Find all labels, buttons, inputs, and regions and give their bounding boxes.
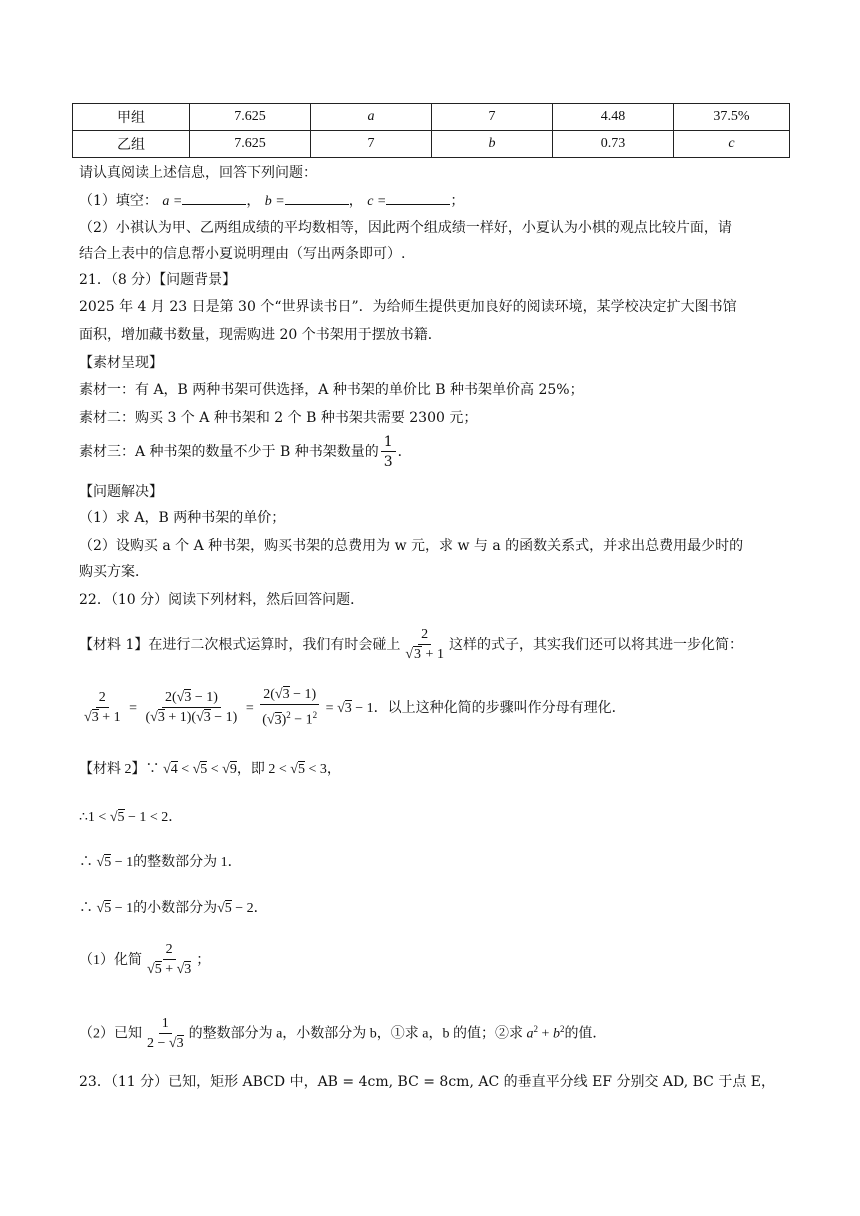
q22-q1-text: （1）化简 — [79, 953, 142, 968]
q21-material-1: 素材一：有 A，B 两种书架可供选择，A 种书架的单价比 B 种书架单价高 25%； — [79, 382, 584, 398]
table-cell: 7.625 — [190, 104, 311, 131]
q20-part1: （1）填空： a = ， b = ， c = ； — [79, 190, 464, 212]
table-cell: 7.625 — [190, 131, 311, 158]
q21-bg-line2: 面积，增加藏书数量，现需购进 20 个书架用于摆放书籍． — [79, 327, 442, 343]
score-table — [72, 103, 790, 158]
q22-line-ineq: ∴1 < √5 − 1 < 2． — [79, 810, 183, 825]
q22-integer-text: 的整数部分为 1． — [133, 855, 242, 870]
q21-solve-heading: 【问题解决】 — [79, 484, 163, 500]
table-cell: c — [674, 131, 790, 158]
blank-b[interactable] — [285, 190, 349, 205]
q21-material-2: 素材二：购买 3 个 A 种书架和 2 个 B 种书架共需要 2300 元； — [79, 410, 478, 426]
frac-denominator: 3 — [383, 453, 393, 470]
q21-material-3 — [79, 432, 412, 472]
q20-part1-prefix: （1）填空： — [79, 193, 158, 209]
q20-part2-line1: （2）小祺认为甲、乙两组成绩的平均数相等，因此两个组成绩一样好，小夏认为小棋的观点比较片面，请 — [79, 220, 732, 236]
q22-line-integer: ∴ √5 − 1的整数部分为 1． — [79, 855, 242, 870]
q20-part2-line2: 结合上表中的信息帮小夏说明理由（写出两条即可）. — [79, 246, 406, 262]
q22-rationalize-equation: $\frac{2}{√3 + 1}$ = $\frac{2(√3 - 1)}{(√3 + 1)(√3 - 1)}$ = $\frac{2(√3 - 1)}{(√3)^2 - 1^2}$ = √3 − 1．以上这种化简的步骤叫作分母有理化． — [84, 687, 626, 729]
table-cell: b — [432, 131, 553, 158]
q22-material-2: 【材料 2】∵ √4 < √5 < √9，即 2 < √5 < 3， — [79, 762, 341, 777]
table-cell: 0.73 — [553, 131, 674, 158]
blank-c[interactable] — [386, 190, 450, 205]
q21-solve-1: （1）求 A，B 两种书架的单价； — [79, 510, 286, 526]
table-cell: 7 — [432, 104, 553, 131]
q22-question-2: （2）已知 $\frac{1}{2 - √3}$ 的整数部分为 a，小数部分为 b，①求 a，b 的值；②求 $a^2 + b^2$的值． — [79, 1015, 607, 1051]
q21-material-heading: 【素材呈现】 — [79, 355, 163, 371]
q21-solve-2b: 购买方案． — [79, 564, 149, 580]
q22-question-1: （1）化简 $\frac{2}{√5 + √3}$ ； — [79, 942, 211, 978]
q22-material-1-text: 【材料 1】在进行二次根式运算时，我们有时会碰上 — [79, 637, 401, 653]
blank-b-label: b = — [264, 194, 285, 209]
table-cell: 7 — [311, 131, 432, 158]
q22-decimal-text: 的小数部分为 — [133, 901, 218, 916]
table-cell: a — [311, 104, 432, 131]
q21-bg-line1: 2025 年 4 月 23 日是第 30 个“世界读书日”．为给师生提供更加良好的阅读环境，某学校决定扩大图书馆 — [79, 299, 737, 315]
q22-material-1-tail: ．以上这种化简的步骤叫作分母有理化． — [373, 701, 626, 716]
q20-intro: 请认真阅读上述信息，回答下列问题： — [79, 165, 317, 181]
q22-line-decimal: ∴ √5 − 1的小数部分为√5 − 2． — [79, 901, 268, 916]
table-cell: 37.5% — [674, 104, 790, 131]
blank-a[interactable] — [182, 190, 246, 205]
q22-q2-text2: 的整数部分为 a，小数部分为 b，①求 a，b 的值；②求 — [188, 1026, 524, 1042]
q22-heading: 22．（10 分）阅读下列材料，然后回答问题． — [79, 592, 365, 608]
table-cell: 4.48 — [553, 104, 674, 131]
frac-numerator: 1 — [381, 433, 396, 452]
blank-c-label: c = — [367, 194, 387, 209]
q23-line: 23．（11 分）已知，矩形 ABCD 中，AB = 4cm, BC = 8cm, AC 的垂直平分线 EF 分别交 AD, BC 于点 E， — [79, 1074, 776, 1090]
q22-material-1-text2: 这样的式子，其实我们还可以将其进一步化简： — [448, 637, 743, 653]
fraction-2-over-root3-plus1: $\frac{2}{√3 + 1}$ — [405, 626, 444, 662]
q21-material-3-end: ． — [397, 444, 412, 460]
q22-material-2-text: 【材料 2】∵ — [79, 762, 160, 777]
q22-material-2-mid: ，即 — [236, 762, 265, 777]
table-cell: 甲组 — [73, 104, 190, 131]
blank-a-label: a = — [162, 194, 183, 209]
q22-material-1 — [79, 620, 743, 670]
q21-solve-2a: （2）设购买 a 个 A 种书架，购买书架的总费用为 w 元，求 w 与 a 的函数关系式，并求出总费用最少时的 — [79, 538, 744, 554]
q22-q2-text: （2）已知 — [79, 1026, 142, 1042]
table-row — [73, 131, 790, 158]
q22-ineq-text: ∴1 < — [79, 810, 107, 825]
q21-heading: 21．（8 分）【问题背景】 — [79, 272, 237, 288]
q22-q2-end: 的值． — [564, 1026, 607, 1042]
fraction-one-third — [381, 433, 396, 472]
table-row — [73, 104, 790, 131]
table-cell: 乙组 — [73, 131, 190, 158]
q21-material-3-text: 素材三：A 种书架的数量不少于 B 种书架数量的 — [79, 444, 379, 460]
